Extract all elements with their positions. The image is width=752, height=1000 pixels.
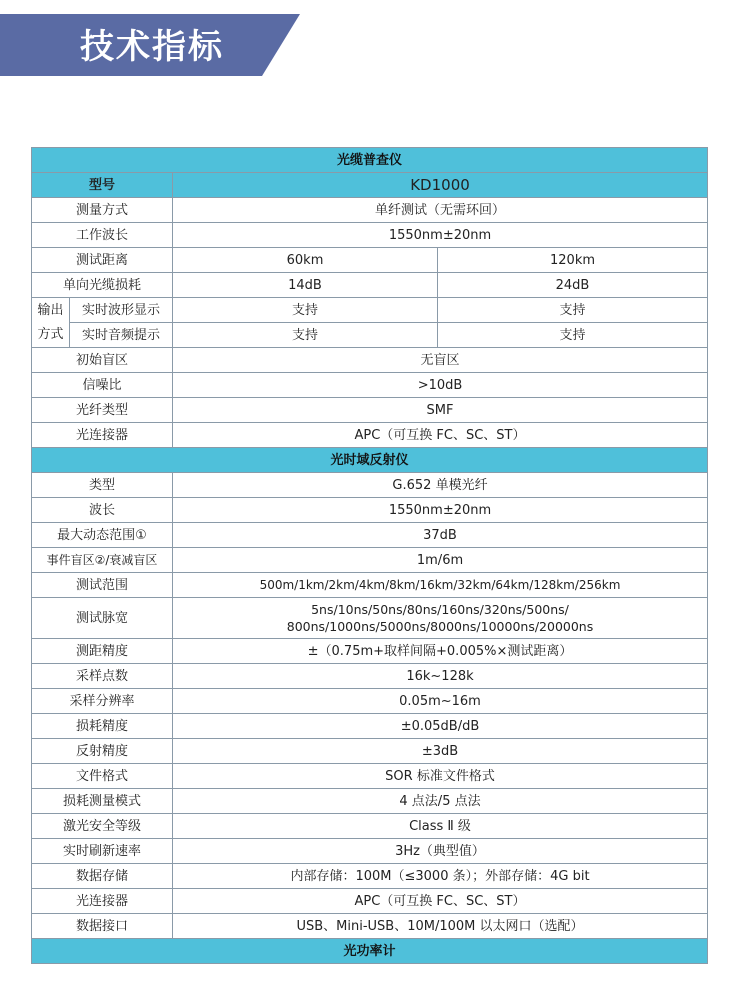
row-label: 实时音频提示 [70,323,173,348]
row-label: 初始盲区 [32,348,173,373]
row-value: ±（0.75m+取样间隔+0.005%×测试距离） [173,639,708,664]
row-value-line: 800ns/1000ns/5000ns/8000ns/10000ns/20000ns [286,619,594,634]
row-label: 文件格式 [32,764,173,789]
section-header-otdr: 光时域反射仪 [32,448,708,473]
row-label: 测量方式 [32,198,173,223]
row-value: SMF [173,398,708,423]
row-label: 测距精度 [32,639,173,664]
table-row [32,689,708,714]
table-row [32,889,708,914]
row-value: 单纤测试（无需环回） [173,198,708,223]
row-label: 数据存储 [32,864,173,889]
table-row [32,298,708,323]
row-label: 工作波长 [32,223,173,248]
row-label: 损耗测量模式 [32,789,173,814]
row-value: 内部存储：100M（≤3000 条）；外部存储：4G bit [173,864,708,889]
table-row [32,789,708,814]
row-label: 信噪比 [32,373,173,398]
table-row [32,498,708,523]
row-value-120km: 24dB [438,273,708,298]
row-value-60km: 支持 [173,323,438,348]
table-row [32,573,708,598]
row-value: 4 点法/5 点法 [173,789,708,814]
table-row [32,714,708,739]
table-row [32,198,708,223]
row-value: 37dB [173,523,708,548]
model-value: KD1000 [173,173,708,198]
row-value: 0.05m~16m [173,689,708,714]
row-value: 无盲区 [173,348,708,373]
row-label: 波长 [32,498,173,523]
model-row [32,173,708,198]
row-label: 测试距离 [32,248,173,273]
row-value-120km: 120km [438,248,708,273]
table-row [32,914,708,939]
table-row [32,248,708,273]
row-label: 实时波形显示 [70,298,173,323]
row-label: 实时刷新速率 [32,839,173,864]
row-value: 1m/6m [173,548,708,573]
table-row [32,373,708,398]
row-value: >10dB [173,373,708,398]
row-value-120km: 支持 [438,323,708,348]
row-value: APC（可互换 FC、SC、ST） [173,889,708,914]
table-row [32,598,708,639]
table-row [32,348,708,373]
table-row [32,398,708,423]
row-value-line: 5ns/10ns/50ns/80ns/160ns/320ns/500ns/ [311,602,569,617]
row-label: 单向光缆损耗 [32,273,173,298]
table-row [32,664,708,689]
row-label: 数据接口 [32,914,173,939]
table-row [32,223,708,248]
table-row [32,273,708,298]
row-label: 光连接器 [32,889,173,914]
row-value: ±3dB [173,739,708,764]
row-value: ±0.05dB/dB [173,714,708,739]
row-value [173,598,708,639]
table-row [32,764,708,789]
section-header-power-meter: 光功率计 [32,939,708,964]
row-label: 激光安全等级 [32,814,173,839]
table-row [32,739,708,764]
row-value: APC（可互换 FC、SC、ST） [173,423,708,448]
row-value-60km: 支持 [173,298,438,323]
table-row [32,864,708,889]
row-value-60km: 14dB [173,273,438,298]
row-value-120km: 支持 [438,298,708,323]
table-row [32,639,708,664]
row-value: USB、Mini-USB、10M/100M 以太网口（选配） [173,914,708,939]
row-label: 采样分辨率 [32,689,173,714]
row-value: 3Hz（典型值） [173,839,708,864]
row-label: 测试范围 [32,573,173,598]
table-row [32,423,708,448]
page-title: 技术指标 [80,27,224,67]
row-value: 1550nm±20nm [173,498,708,523]
row-value: SOR 标准文件格式 [173,764,708,789]
row-label: 最大动态范围① [32,523,173,548]
spec-table [31,147,708,964]
row-label: 损耗精度 [32,714,173,739]
row-value: Class Ⅱ 级 [173,814,708,839]
row-label: 事件盲区②/衰减盲区 [32,548,173,573]
table-row [32,523,708,548]
model-label: 型号 [32,173,173,198]
table-row [32,473,708,498]
table-row [32,839,708,864]
section-header-cable: 光缆普查仪 [32,148,708,173]
row-value: 1550nm±20nm [173,223,708,248]
table-row [32,814,708,839]
row-value-60km: 60km [173,248,438,273]
table-row [32,548,708,573]
row-label: 采样点数 [32,664,173,689]
row-label: 反射精度 [32,739,173,764]
table-row [32,323,708,348]
row-value: 500m/1km/2km/4km/8km/16km/32km/64km/128km/256km [173,573,708,598]
row-label: 类型 [32,473,173,498]
row-label: 光纤类型 [32,398,173,423]
row-value: G.652 单模光纤 [173,473,708,498]
row-value: 16k~128k [173,664,708,689]
row-label: 测试脉宽 [32,598,173,639]
row-label: 光连接器 [32,423,173,448]
output-group-label: 输出方式 [32,298,70,348]
